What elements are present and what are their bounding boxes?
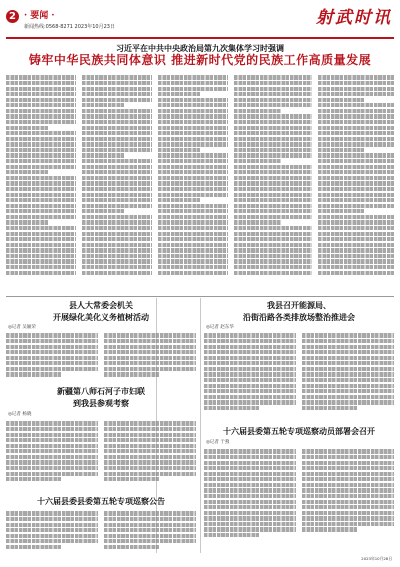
article-title-conference: 十六届县委第五轮专项巡察动员部署会召开 bbox=[223, 426, 375, 436]
inspection-notice-body bbox=[6, 510, 98, 560]
article-title-ecology-1: 我县召开能源局、 bbox=[267, 300, 331, 310]
lead-title: 铸牢中华民族共同体意识 推进新时代党的民族工作高质量发展 bbox=[28, 53, 372, 67]
column-divider-center bbox=[200, 298, 201, 553]
lead-body-col-3 bbox=[158, 74, 228, 290]
article-title-ecology-2: 沿街沿路各类排放场整治推进会 bbox=[243, 312, 355, 322]
lead-body-col-5 bbox=[318, 74, 394, 290]
footer-date: 2023年10月28日 bbox=[361, 556, 392, 561]
byline-standing-committee: ◎记者 吴颖荣 bbox=[8, 325, 36, 330]
cadres-body bbox=[6, 420, 98, 490]
section-divider bbox=[6, 296, 394, 297]
article-title-standing-committee-1: 县人大常委会机关 bbox=[69, 300, 133, 310]
byline-conference: ◎记者 于燕 bbox=[206, 440, 230, 445]
byline-ecology: ◎记者 赵东华 bbox=[206, 325, 234, 330]
lead-kicker: 习近平在中共中央政治局第九次集体学习时强调 bbox=[116, 43, 284, 53]
ecology-body bbox=[204, 332, 296, 422]
standing-committee-body-2 bbox=[104, 332, 196, 382]
standing-committee-body bbox=[6, 332, 98, 382]
lead-body-col-2 bbox=[82, 74, 152, 290]
inspection-notice-body-2 bbox=[104, 510, 196, 560]
byline-cadres: ◎记者 杨晓 bbox=[8, 412, 32, 417]
conference-body-2 bbox=[302, 448, 394, 548]
newspaper-logo: 射武时讯 bbox=[316, 8, 392, 28]
article-title-standing-committee-2: 开展绿化美化义务植树活动 bbox=[53, 312, 149, 322]
ecology-body-2 bbox=[302, 332, 394, 422]
header-meta: 新闻热线:0568-8271 2023年10月23日 bbox=[24, 24, 115, 30]
page-header bbox=[0, 6, 400, 36]
conference-body bbox=[204, 448, 296, 554]
column-name: · 要闻 · bbox=[24, 11, 55, 21]
lead-body-col-1 bbox=[6, 74, 76, 290]
cadres-body-2 bbox=[104, 420, 196, 490]
header-rule bbox=[6, 37, 394, 39]
article-title-cadres-1: 新疆第八师石河子市妇联 bbox=[57, 386, 145, 396]
page-number: 2 bbox=[6, 10, 19, 23]
article-title-cadres-2: 到我县参观考察 bbox=[73, 398, 129, 408]
article-title-inspection-notice: 十六届县委县委第五轮专项巡察公告 bbox=[37, 496, 165, 506]
lead-body-col-4 bbox=[234, 74, 312, 290]
